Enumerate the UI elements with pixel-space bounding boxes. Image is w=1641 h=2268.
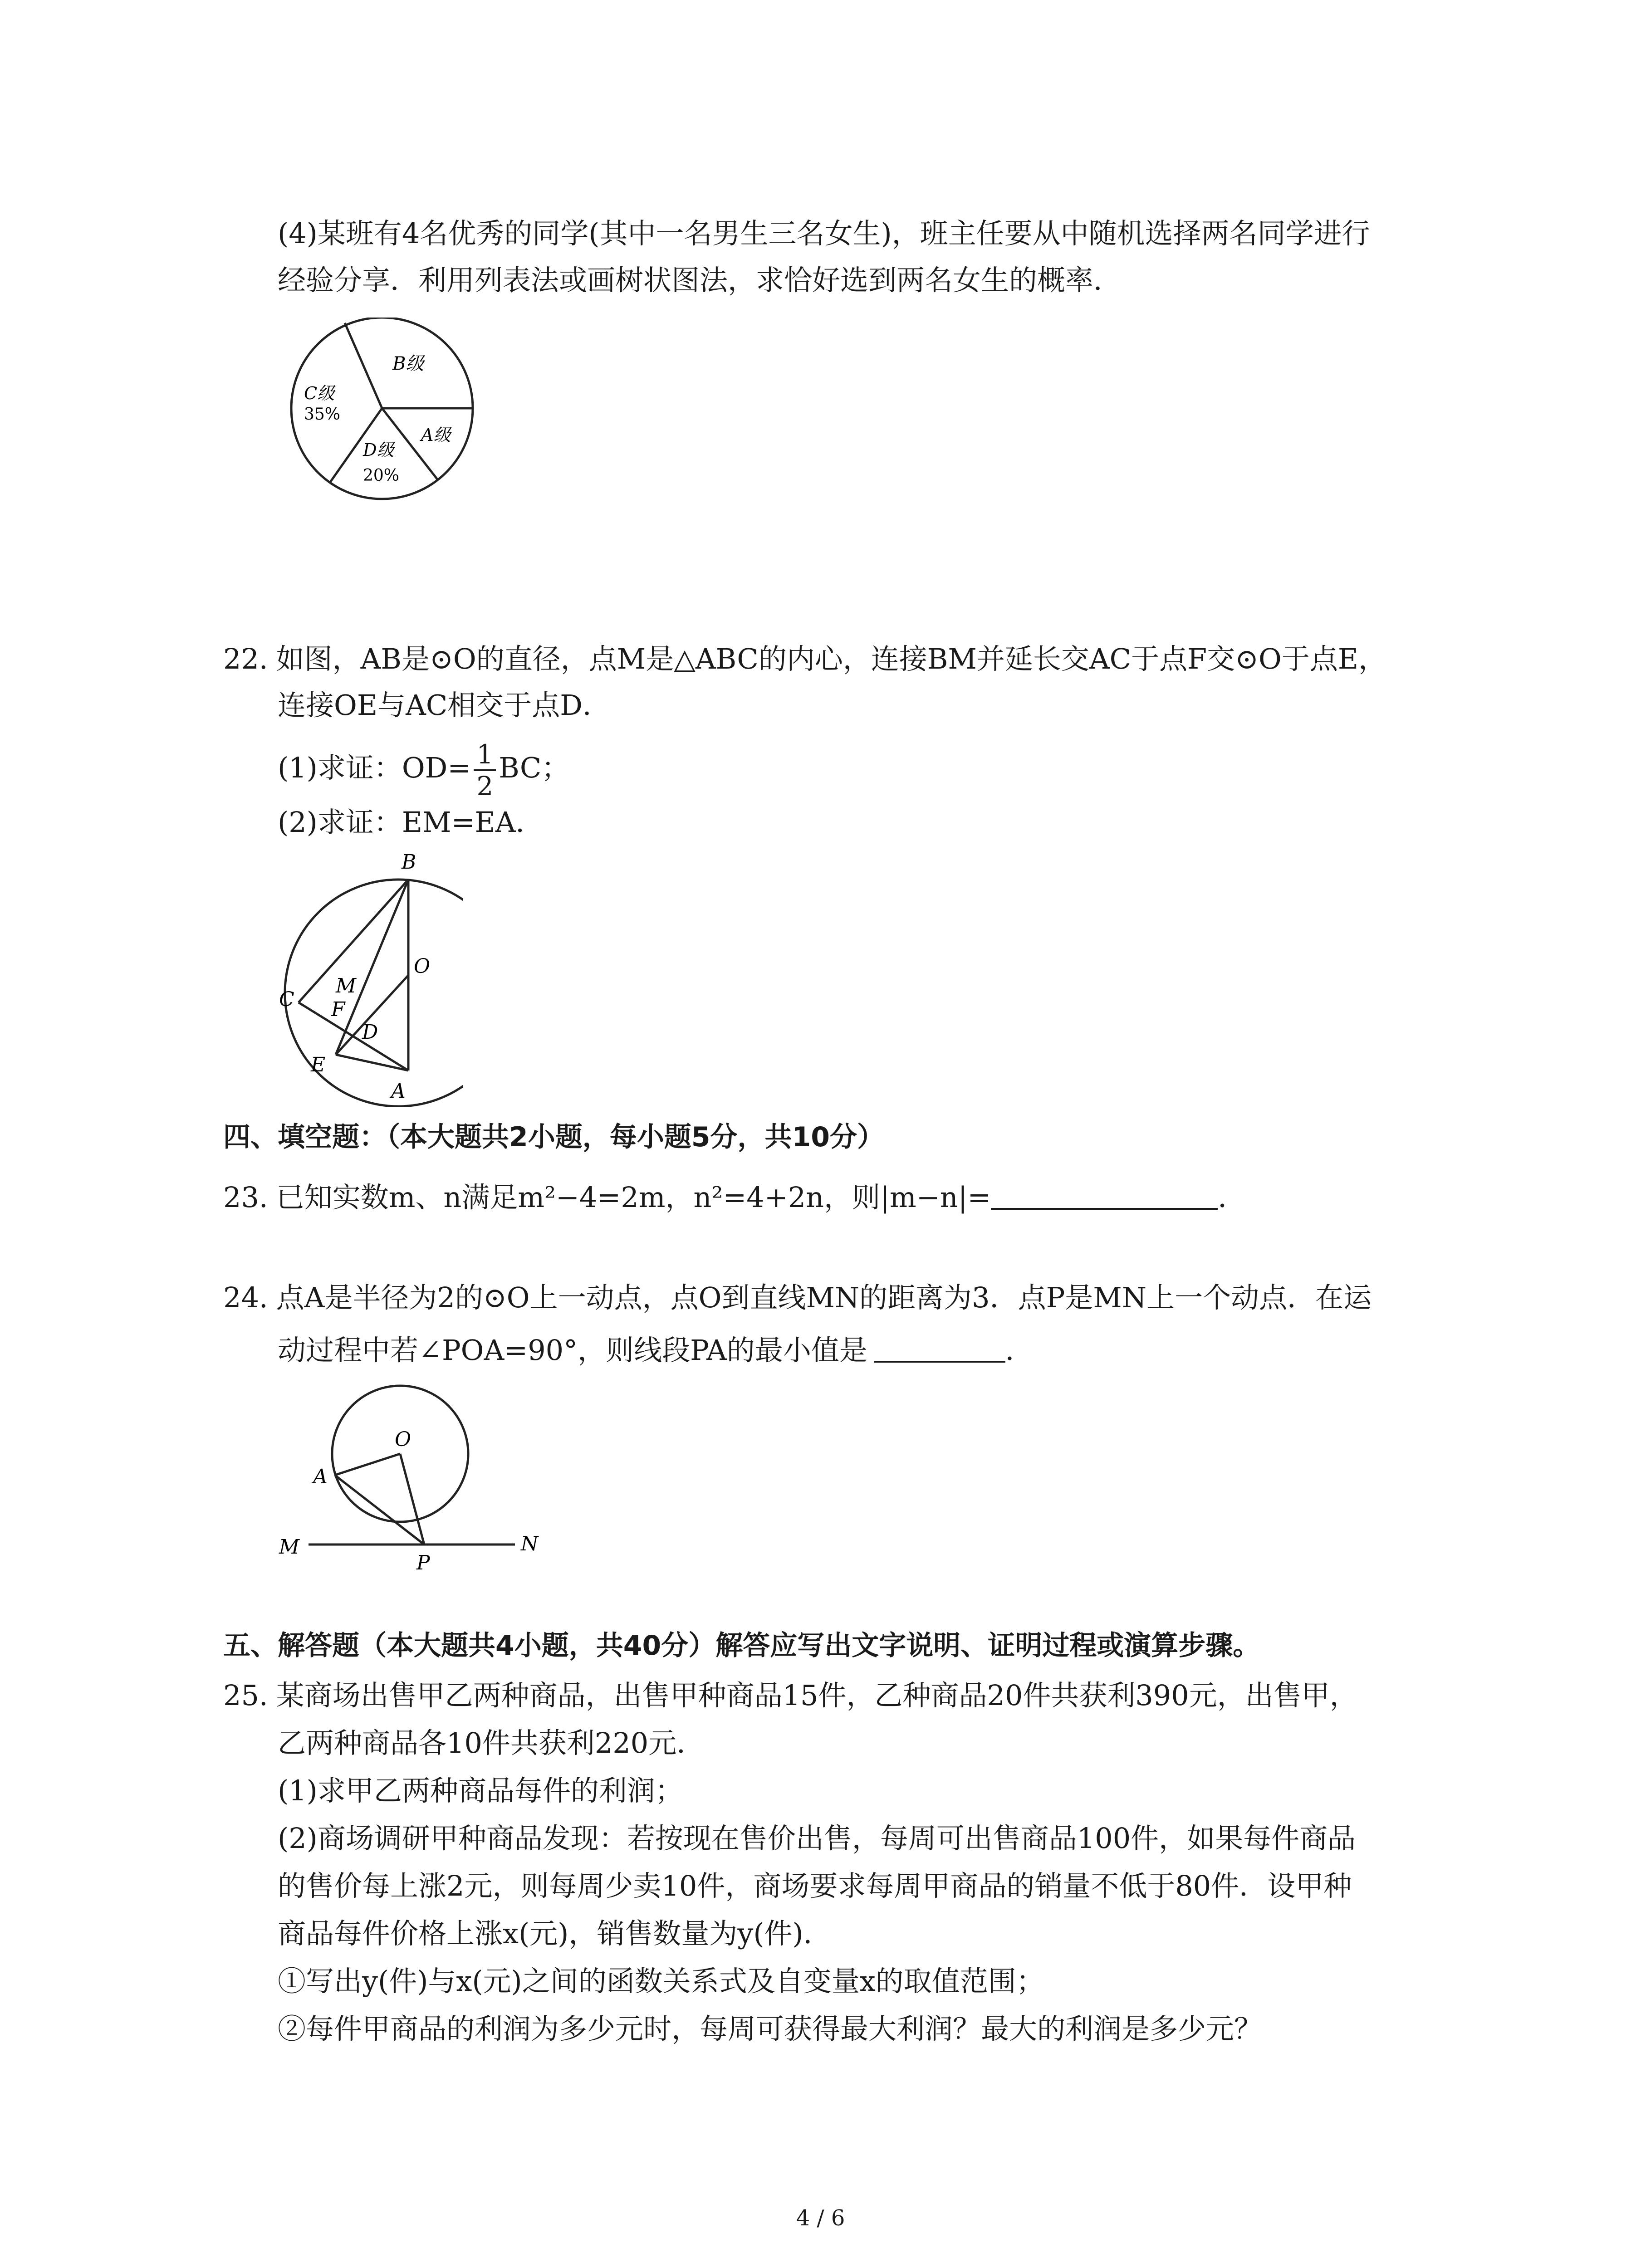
label-b: B — [402, 850, 416, 874]
q25-line2: 乙两种商品各10件共获利220元． — [278, 1726, 705, 1760]
q23-end: ． — [1218, 1181, 1246, 1214]
pie-label-a: A级 — [421, 425, 451, 445]
label-c: C — [279, 988, 294, 1011]
q24-figure — [272, 1379, 554, 1579]
q24-text2: 动过程中若∠POA=90°，则线段PA的最小值是 — [278, 1334, 867, 1367]
q24-end: ． — [1005, 1334, 1034, 1367]
pie-label-d: D级 — [363, 440, 394, 460]
q22-part1-suffix: BC； — [499, 751, 570, 785]
pie-pct-c: 35% — [304, 405, 341, 424]
q23-answer-blank[interactable] — [991, 1176, 1218, 1210]
label-e: E — [311, 1053, 326, 1076]
q21-part4-line1: (4)某班有4名优秀的同学(其中一名男生三名女生)，班主任要从中随机选择两名同学进行 — [278, 217, 1370, 250]
q23-number: 23. — [223, 1181, 268, 1214]
label-d: D — [362, 1021, 378, 1044]
q24-text1: 点A是半径为2的⊙O上一动点，点O到直线MN的距离为3．点P是MN上一个动点．在运 — [276, 1281, 1372, 1314]
q22-number: 22. — [223, 642, 268, 675]
pie-label-c: C级 — [304, 383, 335, 403]
pie-label-b: B级 — [392, 353, 424, 374]
q25-sub2: ②每件甲商品的利润为多少元时，每周可获得最大利润？最大的利润是多少元？ — [278, 2012, 1263, 2045]
q21-part4-line2: 经验分享．利用列表法或画树状图法，求恰好选到两名女生的概率． — [278, 264, 1122, 297]
label-o: O — [395, 1428, 411, 1451]
q25-part2-line3: 商品每件价格上涨x(元)，销售数量为y(件)． — [278, 1917, 832, 1950]
label-a: A — [391, 1080, 406, 1103]
label-n: N — [521, 1532, 539, 1555]
page-number: 4 / 6 — [796, 2205, 845, 2231]
q25-part2-line1: (2)商场调研甲种商品发现：若按现在售价出售，每周可出售商品100件，如果每件商品 — [278, 1822, 1356, 1855]
label-f: F — [331, 998, 345, 1021]
q24-line1 — [223, 1278, 1372, 1317]
q25-sub1: ①写出y(件)与x(元)之间的函数关系式及自变量x的取值范围； — [278, 1965, 1044, 1998]
q25-part1: (1)求甲乙两种商品每件的利润； — [278, 1774, 683, 1807]
q22-line1 — [223, 640, 1386, 679]
q25-text1: 某商场出售甲乙两种商品，出售甲种商品15件，乙种商品20件共获利390元，出售甲， — [276, 1679, 1358, 1712]
q24-number: 24. — [223, 1281, 268, 1314]
q22-part1 — [278, 739, 569, 801]
q25-part2-line2: 的售价每上涨2元，则每周少卖10件，商场要求每周甲商品的销量不低于80件．设甲种 — [278, 1869, 1352, 1902]
q25-line1 — [223, 1676, 1358, 1715]
section4-heading: 四、填空题：（本大题共2小题，每小题5分，共10分） — [223, 1121, 884, 1153]
fraction-numerator: 1 — [474, 739, 496, 771]
q25-number: 25. — [223, 1679, 268, 1712]
label-m: M — [336, 974, 357, 997]
q22-part1-prefix: (1)求证：OD= — [278, 751, 471, 785]
label-a: A — [313, 1465, 328, 1488]
fraction-half — [474, 739, 496, 801]
q24-answer-blank[interactable] — [874, 1329, 1005, 1363]
q23-text: 已知实数m、n满足m²−4=2m，n²=4+2n，则|m−n|= — [276, 1181, 991, 1214]
q22-circle-figure — [272, 848, 463, 1107]
q22-text1: 如图，AB是⊙O的直径，点M是△ABC的内心，连接BM并延长交AC于点F交⊙O于点E， — [276, 642, 1387, 675]
pie-figure — [277, 318, 485, 513]
q22-part2: (2)求证：EM=EA． — [278, 806, 544, 839]
label-o: O — [414, 955, 431, 978]
section5-heading: 五、解答题（本大题共4小题，共40分）解答应写出文字说明、证明过程或演算步骤。 — [223, 1630, 1260, 1662]
q22-line2: 连接OE与AC相交于点D． — [278, 689, 611, 722]
fraction-denominator: 2 — [476, 771, 494, 802]
pie-pct-d: 20% — [363, 466, 400, 485]
label-p: P — [416, 1551, 430, 1574]
q24-line2 — [278, 1329, 1034, 1370]
q23-line — [223, 1176, 1246, 1217]
label-m: M — [279, 1535, 300, 1559]
